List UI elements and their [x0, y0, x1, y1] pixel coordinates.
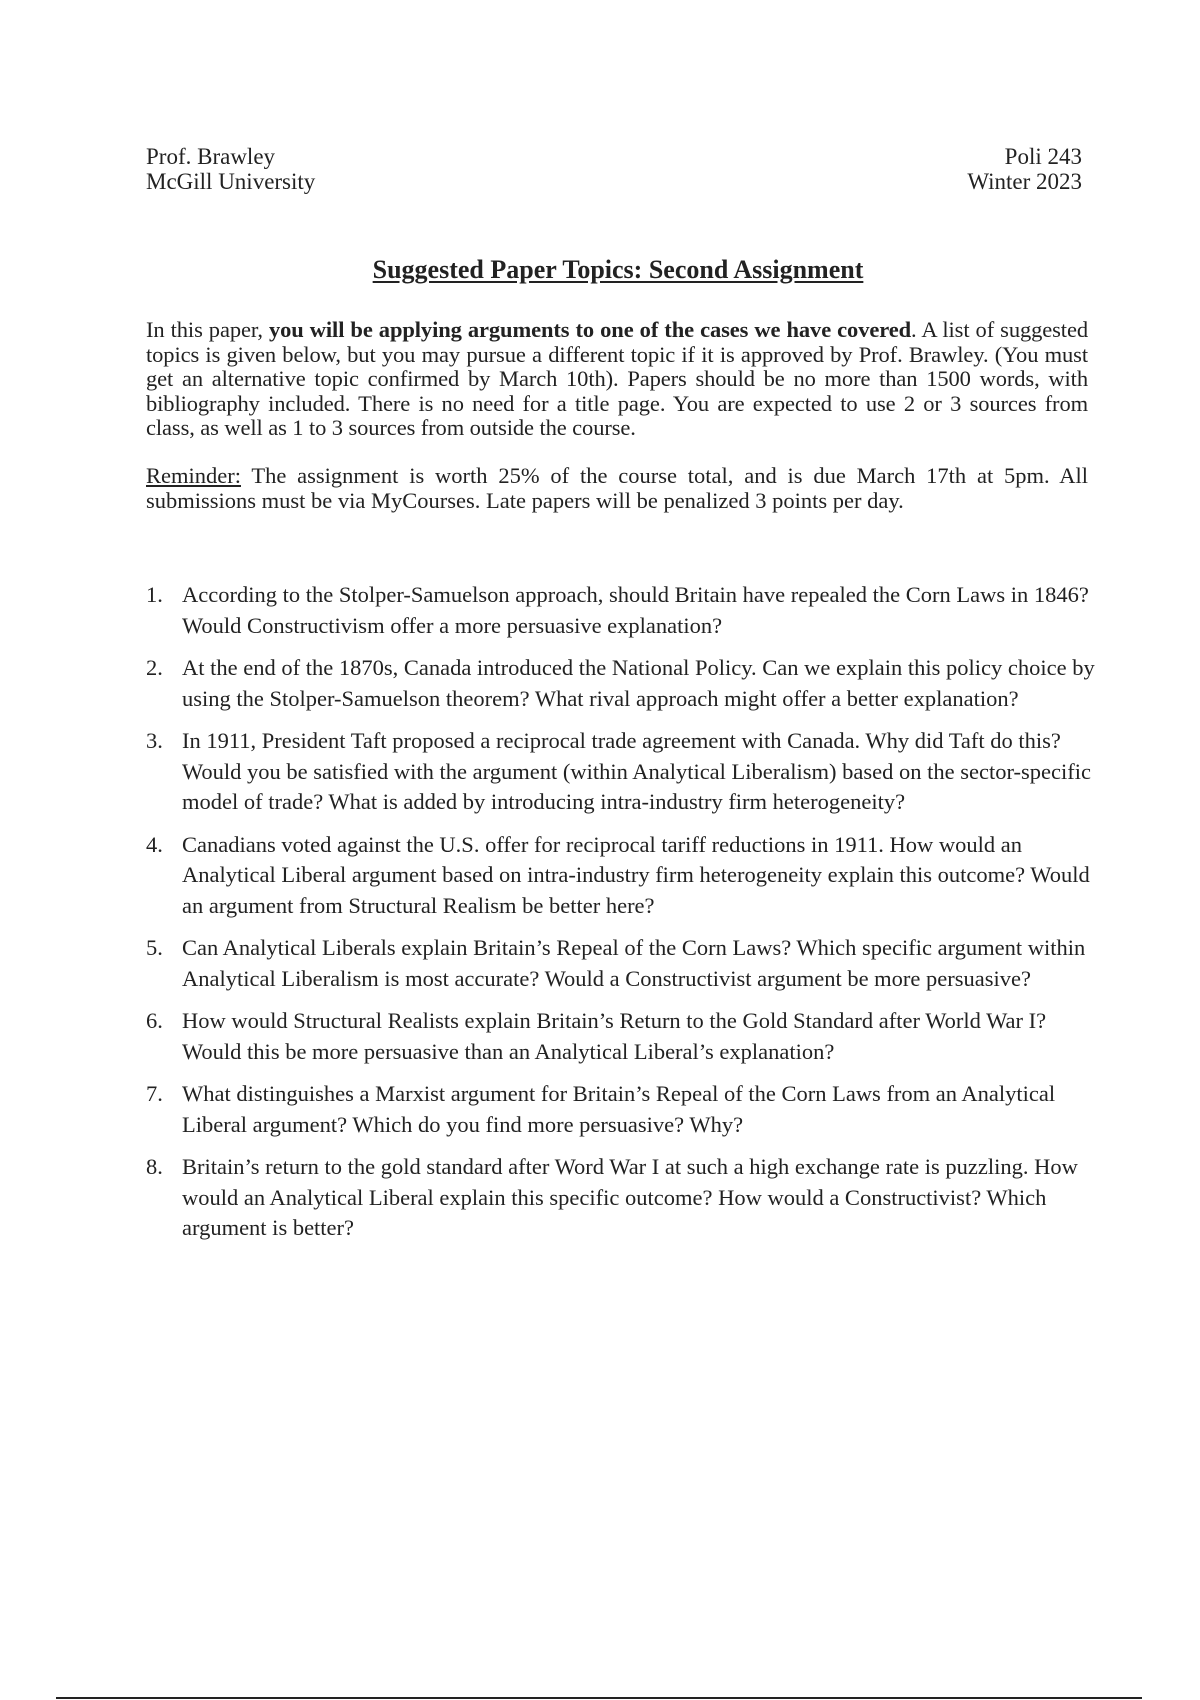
list-item	[146, 1006, 1096, 1067]
list-item-text: Can Analytical Liberals explain Britain’s Repeal of the Corn Laws? Which specific argument within Analytical Liberalism is most accurate? Would a Constructivist argument be more persuasive?	[182, 935, 1086, 991]
reminder-label: Reminder:	[146, 463, 241, 488]
professor-name: Prof. Brawley	[146, 144, 276, 169]
list-item-number: 1.	[146, 582, 163, 607]
intro-suffix: . A list of suggested topics is given below, but you may pursue a different topic if it is approved by Prof. Brawley. (You must get an alternative topic confirmed by March 10th). Papers should be no more than 1500 words, with bibliography included. There is no need for a title page. You are expected to use 2 or 3 sources from class, as well as 1 to 3 sources from outside the course.	[146, 317, 1088, 440]
list-item	[146, 726, 1096, 818]
intro-prefix: In this paper,	[146, 317, 269, 342]
page-title: Suggested Paper Topics: Second Assignment	[372, 255, 864, 284]
list-item-number: 4.	[146, 831, 163, 857]
reminder-paragraph	[146, 464, 1088, 513]
list-item	[146, 830, 1096, 922]
list-item-text: Britain’s return to the gold standard after Word War I at such a high exchange rate is puzzling. How would an Analytical Liberal explain this specific outcome? How would a Constructivist? Which argument is better?	[182, 1154, 1078, 1240]
list-item-text: In 1911, President Taft proposed a reciprocal trade agreement with Canada. Why did Taft do this? Would you be satisfied with the argument (within Analytical Liberalism) based on the sector-specific model of trade? What is added by introducing intra-industry firm heterogeneity?	[182, 728, 1091, 814]
footer-divider	[56, 1697, 1142, 1699]
reminder-text: The assignment is worth 25% of the course total, and is due March 17th at 5pm. All submissions must be via MyCourses. Late papers will be penalized 3 points per day.	[146, 463, 1088, 513]
list-item	[146, 653, 1096, 714]
list-item	[146, 1079, 1096, 1140]
list-item-text: What distinguishes a Marxist argument for Britain’s Repeal of the Corn Laws from an Analytical Liberal argument? Which do you find more persuasive? Why?	[182, 1081, 1056, 1137]
list-item-text: At the end of the 1870s, Canada introduced the National Policy. Can we explain this policy choice by using the Stolper-Samuelson theorem? What rival approach might offer a better explanation?	[182, 655, 1095, 711]
intro-paragraph	[146, 318, 1088, 441]
header-right	[967, 144, 1082, 194]
list-item-text: According to the Stolper-Samuelson approach, should Britain have repealed the Corn Laws in 1846? Would Constructivism offer a more persuasive explanation?	[182, 582, 1089, 638]
university-name: McGill University	[146, 169, 316, 194]
list-item-text: Canadians voted against the U.S. offer for reciprocal tariff reductions in 1911. How would an Analytical Liberal argument based on intra-industry firm heterogeneity explain this outcome? Would an argument from Structural Realism be better here?	[182, 831, 1090, 918]
list-item-number: 5.	[146, 935, 163, 960]
topics-list	[146, 580, 1096, 1256]
list-item	[146, 933, 1096, 994]
list-item	[146, 1152, 1096, 1244]
list-item-text: How would Structural Realists explain Britain’s Return to the Gold Standard after World War I? Would this be more persuasive than an Analytical Liberal’s explanation?	[182, 1008, 1047, 1064]
term: Winter 2023	[967, 169, 1082, 194]
list-item-number: 2.	[146, 655, 163, 680]
list-item-number: 8.	[146, 1154, 163, 1179]
list-item-number: 6.	[146, 1008, 163, 1033]
list-item-number: 3.	[146, 728, 163, 753]
intro-bold: you will be applying arguments to one of the cases we have covered	[268, 317, 912, 342]
header-left	[146, 144, 315, 194]
course-code: Poli 243	[1004, 144, 1082, 169]
list-item	[146, 580, 1096, 641]
list-item-number: 7.	[146, 1081, 163, 1106]
